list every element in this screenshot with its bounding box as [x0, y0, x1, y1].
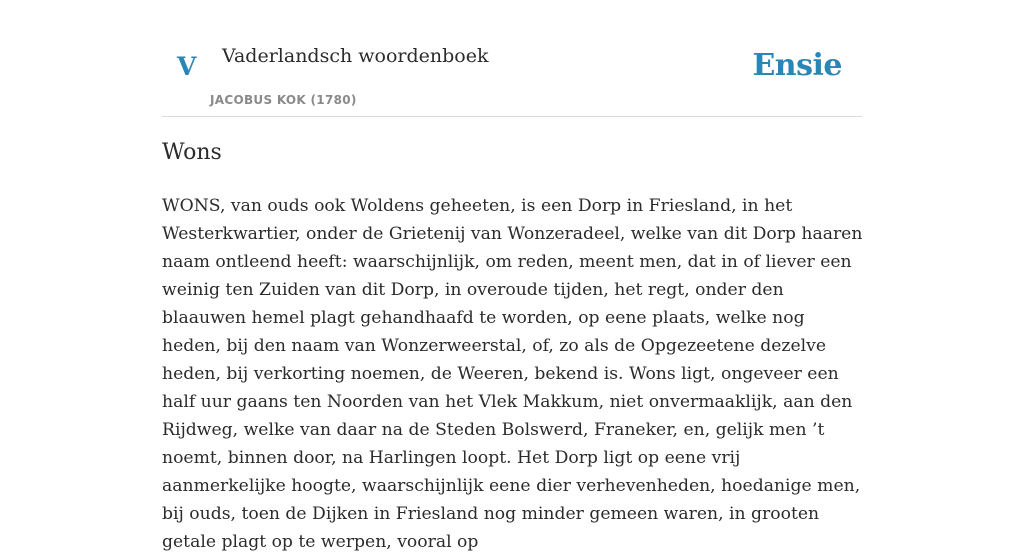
- entry-body: WONS, van ouds ook Woldens geheeten, is een Dorp in Friesland, in het Westerkwartier, onder de Grietenij van Wonzeradeel, welke van dit Dorp haaren naam ontleend heeft: waarschijnlijk, om reden, meent men, dat in of liever een weinig ten Zuiden van dit Dorp, in overoude tijden, het regt, onder den blaauwen hemel plagt gehandhaafd te worden, op eene plaats, welke nog heden, bij den naam van Wonzerweerstal, of, zo als de Opgezeetene dezelve heden, bij verkorting noemen, de Weeren, bekend is. Wons ligt, ongeveer een half uur gaans ten Noorden van het Vlek Makkum, niet onvermaaklijk, aan den Rijdweg, welke van daar na de Steden Bolswerd, Franeker, en, gelijk men ’t noemt, binnen door, na Harlingen loopt. Het Dorp ligt op eene vrij aanmerkelijke hoogte, waarschijnlijk eene dier verhevenheden, hoedanige men, bij ouds, toen de Dijken in Friesland nog minder gemeen waren, in grooten getale plagt op te werpen, vooral op: [162, 196, 863, 552]
- header: [162, 0, 862, 117]
- entry-title: Wons: [162, 140, 222, 165]
- book-author[interactable]: JACOBUS KOK (1780): [210, 93, 357, 107]
- brand-logo[interactable]: Ensie: [752, 48, 842, 83]
- book-title[interactable]: Vaderlandsch woordenboek: [222, 45, 489, 67]
- page: [162, 0, 863, 552]
- book-letter-icon[interactable]: V: [177, 52, 197, 81]
